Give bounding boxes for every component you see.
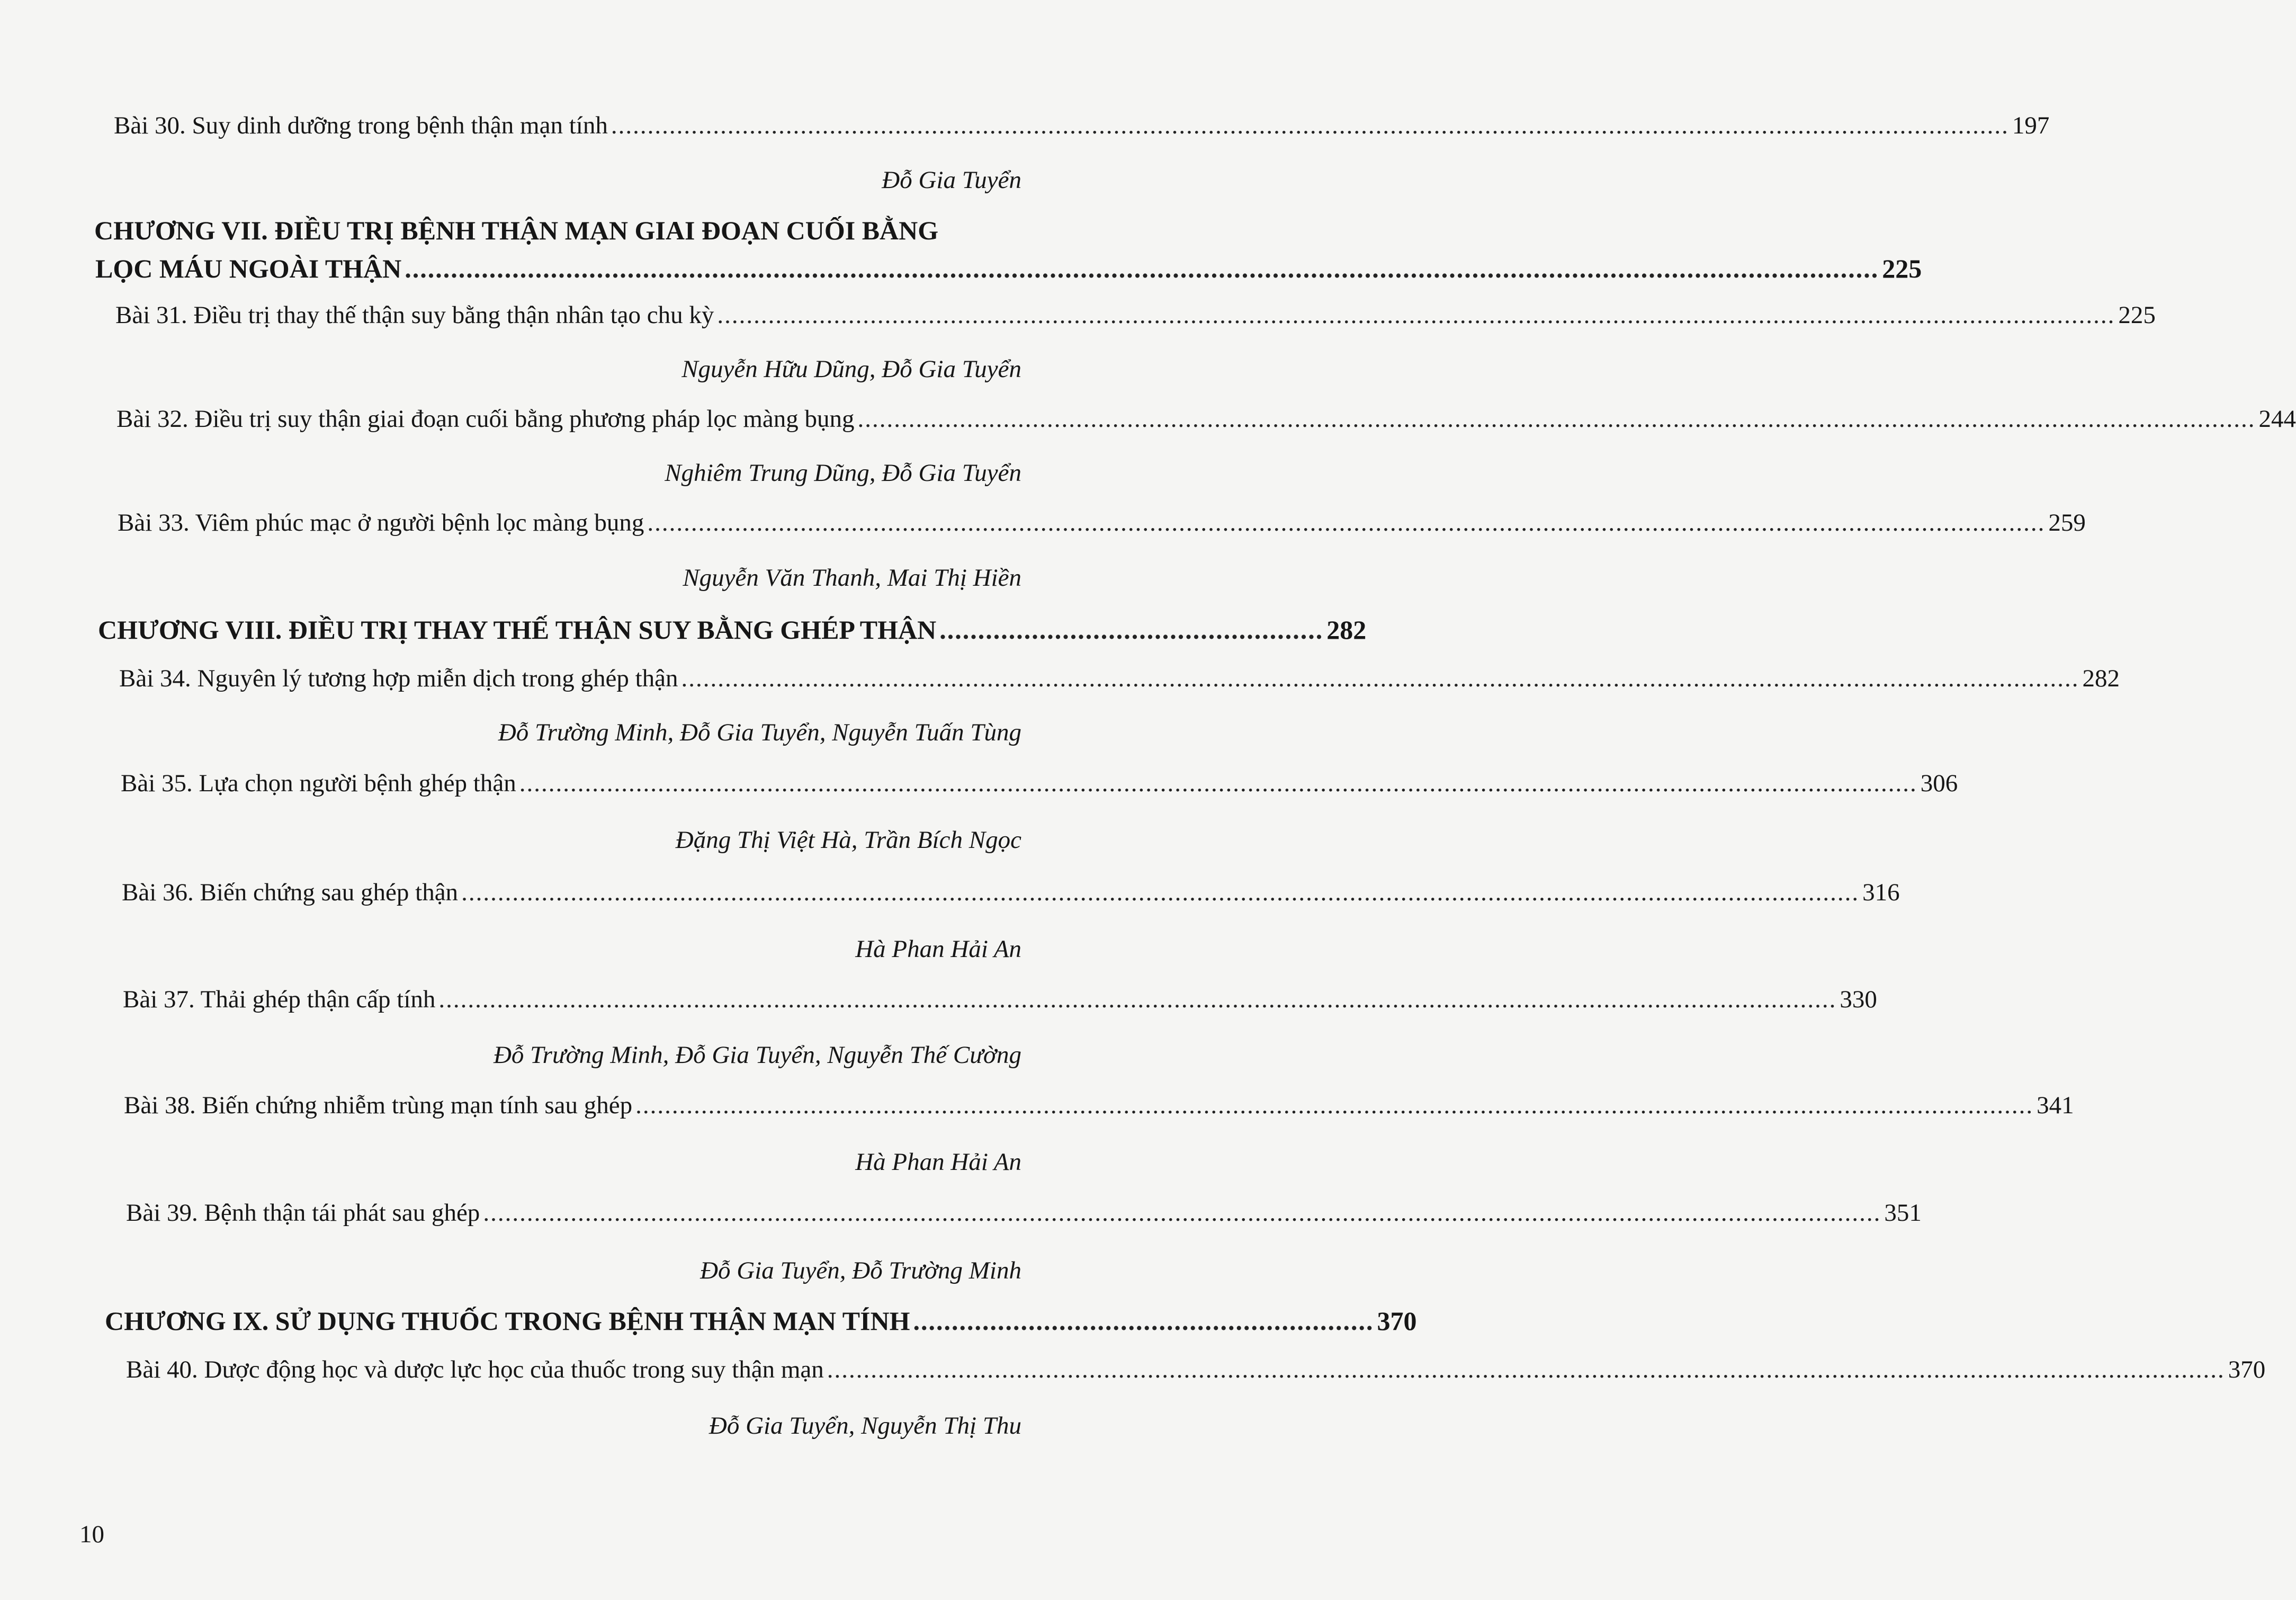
entry-page: 282 [1326, 615, 1367, 645]
toc-entry-lesson-30[interactable] [114, 110, 2050, 141]
entry-page: 282 [2082, 665, 2120, 692]
entry-authors: Đỗ Gia Tuyển [882, 166, 1021, 194]
entry-authors: Đỗ Gia Tuyển, Đỗ Trường Minh [700, 1257, 1021, 1284]
entry-page: 306 [1920, 770, 1958, 797]
entry-page: 370 [1377, 1306, 1417, 1336]
chapter-title: LỌC MÁU NGOÀI THẬN [95, 254, 402, 283]
entry-title: Bài 40. Dược động học và dược lực học của thuốc trong suy thận mạn [126, 1356, 824, 1383]
toc-entry-lesson-33[interactable] [118, 507, 2086, 538]
entry-title: Bài 38. Biến chứng nhiễm trùng mạn tính sau ghép [124, 1092, 633, 1119]
entry-title: Bài 39. Bệnh thận tái phát sau ghép [126, 1199, 480, 1227]
dot-leader: ................................................................................................................................................................................................ [461, 879, 1860, 906]
toc-entry-lesson-37[interactable] [123, 984, 1877, 1015]
entry-authors: Nguyễn Văn Thanh, Mai Thị Hiền [683, 564, 1021, 592]
toc-entry-lesson-34[interactable] [119, 663, 2120, 694]
dot-leader: ................................................................................................................................................................................................ [717, 301, 2115, 329]
entry-title: Bài 33. Viêm phúc mạc ở người bệnh lọc màng bụng [118, 509, 644, 537]
toc-entry-lesson-39[interactable] [126, 1197, 1922, 1228]
entry-page: 259 [2048, 509, 2086, 537]
page-number: 10 [79, 1521, 104, 1548]
dot-leader: ................................................................................................................................................................................................ [438, 986, 1837, 1013]
dot-leader: ................................................................................................................................................................................................ [635, 1092, 2034, 1119]
entry-page: 351 [1884, 1199, 1922, 1227]
entry-authors: Nghiêm Trung Dũng, Đỗ Gia Tuyển [665, 459, 1021, 487]
entry-title: Bài 36. Biến chứng sau ghép thận [122, 879, 459, 906]
dot-leader: ................................................................................................................................................................................................ [519, 770, 1917, 797]
entry-authors: Hà Phan Hải An [855, 1148, 1021, 1176]
chapter-heading-line1: CHƯƠNG VII. ĐIỀU TRỊ BỆNH THẬN MẠN GIAI ĐOẠN CUỐI BẰNG [94, 216, 939, 245]
entry-page: 341 [2037, 1092, 2074, 1119]
toc-entry-chapter-8[interactable] [98, 614, 1367, 645]
entry-title: Bài 34. Nguyên lý tương hợp miễn dịch trong ghép thận [119, 665, 678, 692]
entry-authors: Đỗ Trường Minh, Đỗ Gia Tuyển, Nguyễn Tuấn Tùng [498, 719, 1021, 746]
entry-title: Bài 32. Điều trị suy thận giai đoạn cuối bằng phương pháp lọc màng bụng [116, 405, 855, 433]
toc-entry-chapter-7[interactable] [95, 253, 1922, 284]
entry-page: 244 [2258, 405, 2296, 433]
dot-leader: ................................................................................................................................................................................................ [647, 509, 2046, 537]
toc-entry-lesson-35[interactable] [121, 768, 1958, 799]
chapter-title: CHƯƠNG VIII. ĐIỀU TRỊ THAY THẾ THẬN SUY BẰNG GHÉP THẬN [98, 615, 937, 645]
entry-page: 316 [1862, 879, 1900, 906]
entry-authors: Đỗ Gia Tuyển, Nguyễn Thị Thu [708, 1412, 1021, 1440]
dot-leader: ............................................................ [913, 1306, 1374, 1336]
entry-authors: Nguyễn Hữu Dũng, Đỗ Gia Tuyển [681, 355, 1021, 383]
dot-leader: ................................................................................................................................................................................................ [405, 254, 1879, 283]
entry-authors: Đỗ Trường Minh, Đỗ Gia Tuyển, Nguyễn Thế Cường [493, 1041, 1021, 1069]
dot-leader: ................................................................................................................................................................................................ [681, 665, 2079, 692]
toc-entry-lesson-38[interactable] [124, 1090, 2074, 1121]
entry-title: Bài 37. Thải ghép thận cấp tính [123, 986, 436, 1013]
entry-page: 370 [2228, 1356, 2266, 1383]
toc-entry-lesson-36[interactable] [122, 877, 1900, 908]
entry-title: Bài 35. Lựa chọn người bệnh ghép thận [121, 770, 516, 797]
toc-entry-lesson-31[interactable] [115, 300, 2156, 330]
dot-leader: ................................................................................................................................................................................................ [827, 1356, 2225, 1383]
entry-title: Bài 30. Suy dinh dưỡng trong bệnh thận mạn tính [114, 112, 608, 139]
dot-leader: .................................................. [939, 615, 1324, 645]
chapter-title: CHƯƠNG IX. SỬ DỤNG THUỐC TRONG BỆNH THẬN MẠN TÍNH [105, 1306, 910, 1336]
toc-entry-chapter-9[interactable] [105, 1306, 1417, 1336]
toc-entry-lesson-40[interactable] [126, 1354, 2266, 1385]
entry-page: 330 [1840, 986, 1877, 1013]
dot-leader: ................................................................................................................................................................................................ [611, 112, 2009, 139]
entry-authors: Đặng Thị Việt Hà, Trần Bích Ngọc [675, 826, 1021, 854]
entry-title: Bài 31. Điều trị thay thế thận suy bằng thận nhân tạo chu kỳ [115, 301, 714, 329]
entry-page: 225 [2118, 301, 2156, 329]
dot-leader: ................................................................................................................................................................................................ [857, 405, 2256, 433]
entry-page: 225 [1882, 254, 1922, 283]
dot-leader: ................................................................................................................................................................................................ [483, 1199, 1881, 1227]
entry-authors: Hà Phan Hải An [855, 935, 1021, 963]
toc-entry-lesson-32[interactable] [116, 404, 2296, 434]
entry-page: 197 [2012, 112, 2050, 139]
